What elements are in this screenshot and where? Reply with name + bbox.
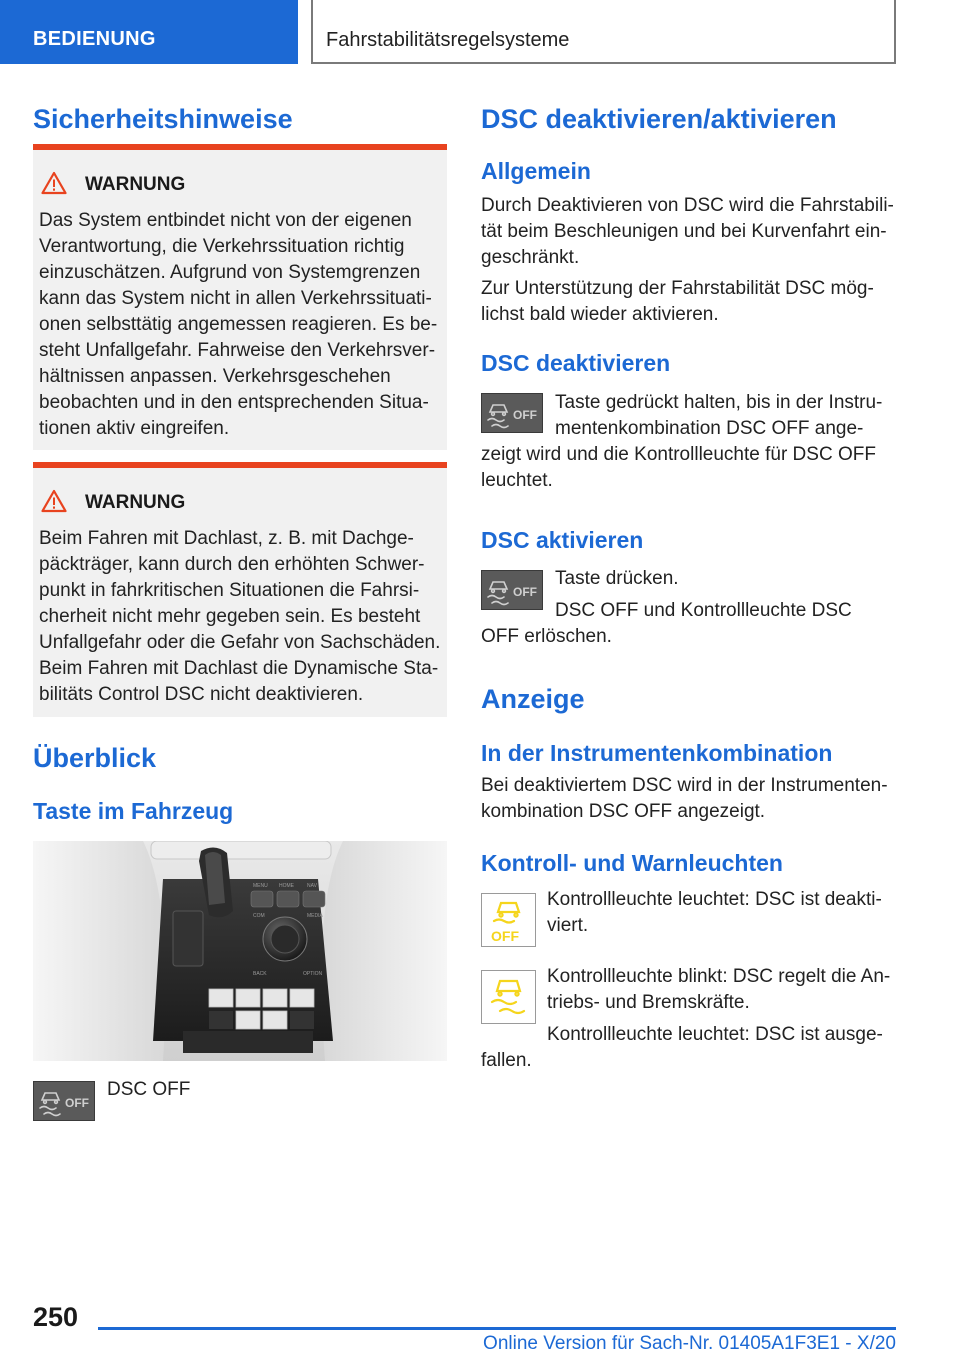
activate-text-1: Taste drücken. [555, 568, 679, 589]
general-heading: Allgemein [481, 158, 591, 184]
footer-online-version: Online Version für Sach-Nr. 01405A1F3E1 - X/20 [483, 1333, 896, 1354]
dsc-off-icon [482, 394, 542, 432]
dsc-off-button-icon [33, 1081, 95, 1121]
dsc-off-icon [34, 1082, 94, 1120]
warning-box-1 [33, 144, 447, 450]
warning-text-1: Das System entbindet nicht von der eigenen Verantwortung, die Verkehrssituation richtig einzuschätzen. Aufgrund von Systemgrenzen kann das System nicht in allen Verkehrssituati‐ onen selbsttätig angemessen reagieren. Es be‐ steht Unfallgefahr. Fahrweise den Verkehrsver‐ hältnissen anpassen. Verkehrsgeschehen beobachten und in den entsprechenden Situa‐ tionen aktiv eingreifen. [39, 210, 438, 439]
deactivate-text-bottom: zeigt wird und die Kontrollleuchte für DSC OFF leuchtet. [481, 444, 876, 491]
chapter-label: Fahrstabilitätsregelsysteme [326, 29, 570, 51]
lights-heading: Kontroll- und Warnleuchten [481, 850, 783, 876]
photo-label-option: OPTION [303, 971, 323, 977]
warning-triangle-icon [41, 489, 67, 513]
photo-label-home: HOME [279, 883, 294, 889]
dsc-off-caption: DSC OFF [107, 1079, 191, 1100]
warning-box-2 [33, 462, 447, 717]
footer-divider [98, 1327, 896, 1330]
safety-heading: Sicherheitshinweise [33, 104, 293, 134]
dsc-off-lamp-icon [481, 893, 536, 947]
section-tab [0, 0, 298, 64]
light-2-text: Kontrollleuchte blinkt: DSC regelt die An‐ triebs- und Bremskräfte. [547, 966, 891, 1013]
section-label: BEDIENUNG [33, 28, 156, 50]
chapter-tab [311, 0, 896, 64]
photo-label-menu: MENU [253, 883, 268, 889]
light-3-text: Kontrollleuchte leuchtet: DSC ist ausge‐ fallen. [481, 1024, 883, 1071]
page-number: 250 [33, 1302, 79, 1332]
dsc-off-icon-text: OFF [65, 1096, 89, 1110]
dsc-off-icon-text: OFF [513, 585, 537, 599]
dsc-off-icon-text: OFF [513, 408, 537, 422]
activate-heading: DSC aktivieren [481, 527, 644, 553]
deactivate-heading: DSC deaktivieren [481, 350, 671, 376]
dsc-off-lamp-symbol [482, 894, 535, 946]
center-console-illustration [33, 841, 447, 1061]
cluster-text: Bei deaktiviertem DSC wird in der Instrumenten‐ kombination DSC OFF angezeigt. [481, 775, 888, 822]
light-1-text: Kontrollleuchte leuchtet: DSC ist deakti‐ viert. [547, 889, 882, 936]
warning-triangle-icon [41, 171, 67, 195]
warning-label-1: WARNUNG [85, 174, 186, 195]
photo-label-media: MEDIA [307, 913, 323, 919]
photo-label-com: COM [253, 913, 265, 919]
activate-text-2: DSC OFF und Kontrollleuchte DSC OFF erlöschen. [481, 600, 852, 647]
dsc-lamp-icon [481, 970, 536, 1024]
cluster-heading: In der Instrumentenkombination [481, 740, 833, 766]
general-paragraph-1: Durch Deaktivieren von DSC wird die Fahrstabili‐ tät beim Beschleunigen und bei Kurvenfahrt ein‐ geschränkt. [481, 195, 894, 268]
center-console-photo [33, 841, 447, 1061]
photo-label-nav: NAV [307, 883, 317, 889]
button-subheading: Taste im Fahrzeug [33, 798, 234, 824]
dsc-lamp-symbol [482, 971, 535, 1023]
photo-label-back: BACK [253, 971, 267, 977]
dsc-heading: DSC deaktivieren/aktivieren [481, 104, 837, 134]
overview-heading: Überblick [33, 743, 157, 773]
display-heading: Anzeige [481, 684, 585, 714]
dsc-off-button-icon-deactivate [481, 393, 543, 433]
deactivate-text-top: Taste gedrückt halten, bis in der Instru‐ mentenkombination DSC OFF ange‐ [555, 392, 883, 439]
warning-label-2: WARNUNG [85, 492, 186, 513]
warning-text-2: Beim Fahren mit Dachlast, z. B. mit Dachge‐ päckträger, kann durch den erhöhten Schwer‐ punkt in fahrkritischen Situationen die Fahrsi‐ cherheit nicht mehr gegeben sein. Es besteht Unfallgefahr oder die Gefahr von Sachschäden. Beim Fahren mit Dachlast die Dynamische Sta‐ bilitäts Control DSC nicht deaktivieren. [39, 528, 441, 705]
general-paragraph-2: Zur Unterstützung der Fahrstabilität DSC mög‐ lichst bald wieder aktivieren. [481, 278, 874, 325]
dsc-off-lamp-text: OFF [491, 928, 519, 944]
